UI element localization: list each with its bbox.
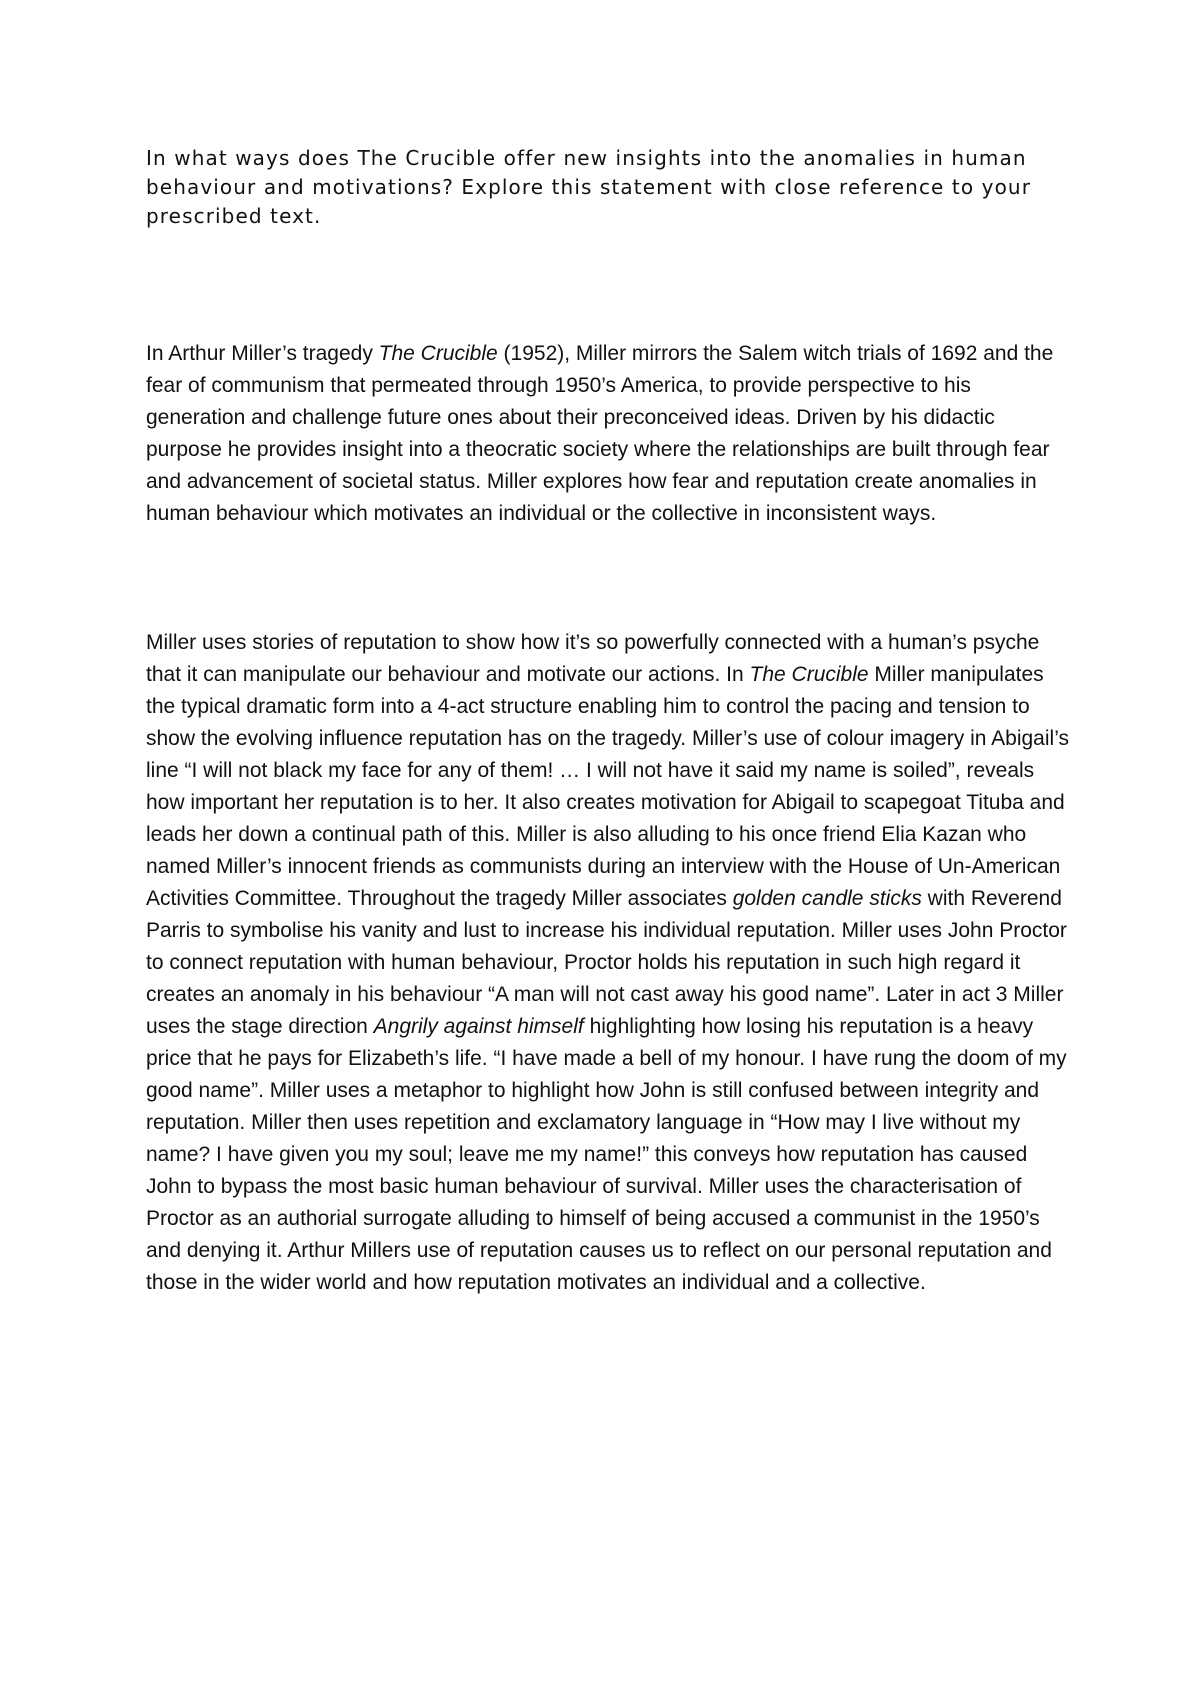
- essay-question: [146, 144, 1076, 231]
- introduction-paragraph: [146, 338, 1071, 530]
- body-paragraph: [146, 627, 1071, 1299]
- body-quote-italic-candles: golden candle sticks: [732, 887, 922, 910]
- body-text-1: Miller uses stories of reputation to show how it’s so powerfully connected with a human’s psyche that it can manipulate our behaviour and motivate our actions. In: [146, 631, 1040, 686]
- body-title-italic: The Crucible: [749, 663, 869, 686]
- body-text-3: with Reverend Parris to symbolise his vanity and lust to increase his individual reputation. Miller uses John Proctor to connect reputation with human behaviour, Proctor holds his reputation in such high regard it creates an anomaly in his behaviour “A man will not cast away his good name”. Later in act 3 Miller uses the stage direction: [146, 887, 1067, 1038]
- body-text-2: Miller manipulates the typical dramatic form into a 4-act structure enabling him to control the pacing and tension to show the evolving influence reputation has on the tragedy. Miller’s use of colour imagery in Abigail’s line “I will not black my face for any of them! … I will not have it said my name is soiled”, reveals how important her reputation is to her. It also creates motivation for Abigail to scapegoat Tituba and leads her down a continual path of this. Miller is also alluding to his once friend Elia Kazan who named Miller’s innocent friends as communists during an interview with the House of Un-American Activities Committee. Throughout the tragedy Miller associates: [146, 663, 1069, 910]
- intro-title-italic: The Crucible: [378, 342, 498, 365]
- essay-question-text: In what ways does The Crucible offer new insights into the anomalies in human behaviour and motivations? Explore this statement with close reference to your prescribed text.: [146, 146, 1032, 228]
- intro-text-1: In Arthur Miller’s tragedy: [146, 342, 379, 365]
- intro-text-2: (1952), Miller mirrors the Salem witch trials of 1692 and the fear of communism that permeated through 1950’s America, to provide perspective to his generation and challenge future ones about their preconceived ideas. Driven by his didactic purpose he provides insight into a theocratic society where the relationships are built through fear and advancement of societal status. Miller explores how fear and reputation create anomalies in human behaviour which motivates an individual or the collective in inconsistent ways.: [146, 342, 1054, 525]
- body-stage-direction-italic: Angrily against himself: [373, 1015, 584, 1038]
- body-text-4: highlighting how losing his reputation is a heavy price that he pays for Elizabeth’s life. “I have made a bell of my honour. I have rung the doom of my good name”. Miller uses a metaphor to highlight how John is still confused between integrity and reputation. Miller then uses repetition and exclamatory language in “How may I live without my name? I have given you my soul; leave me my name!” this conveys how reputation has caused John to bypass the most basic human behaviour of survival. Miller uses the characterisation of Proctor as an authorial surrogate alluding to himself of being accused a communist in the 1950’s and denying it. Arthur Millers use of reputation causes us to reflect on our personal reputation and those in the wider world and how reputation motivates an individual and a collective.: [146, 1015, 1067, 1294]
